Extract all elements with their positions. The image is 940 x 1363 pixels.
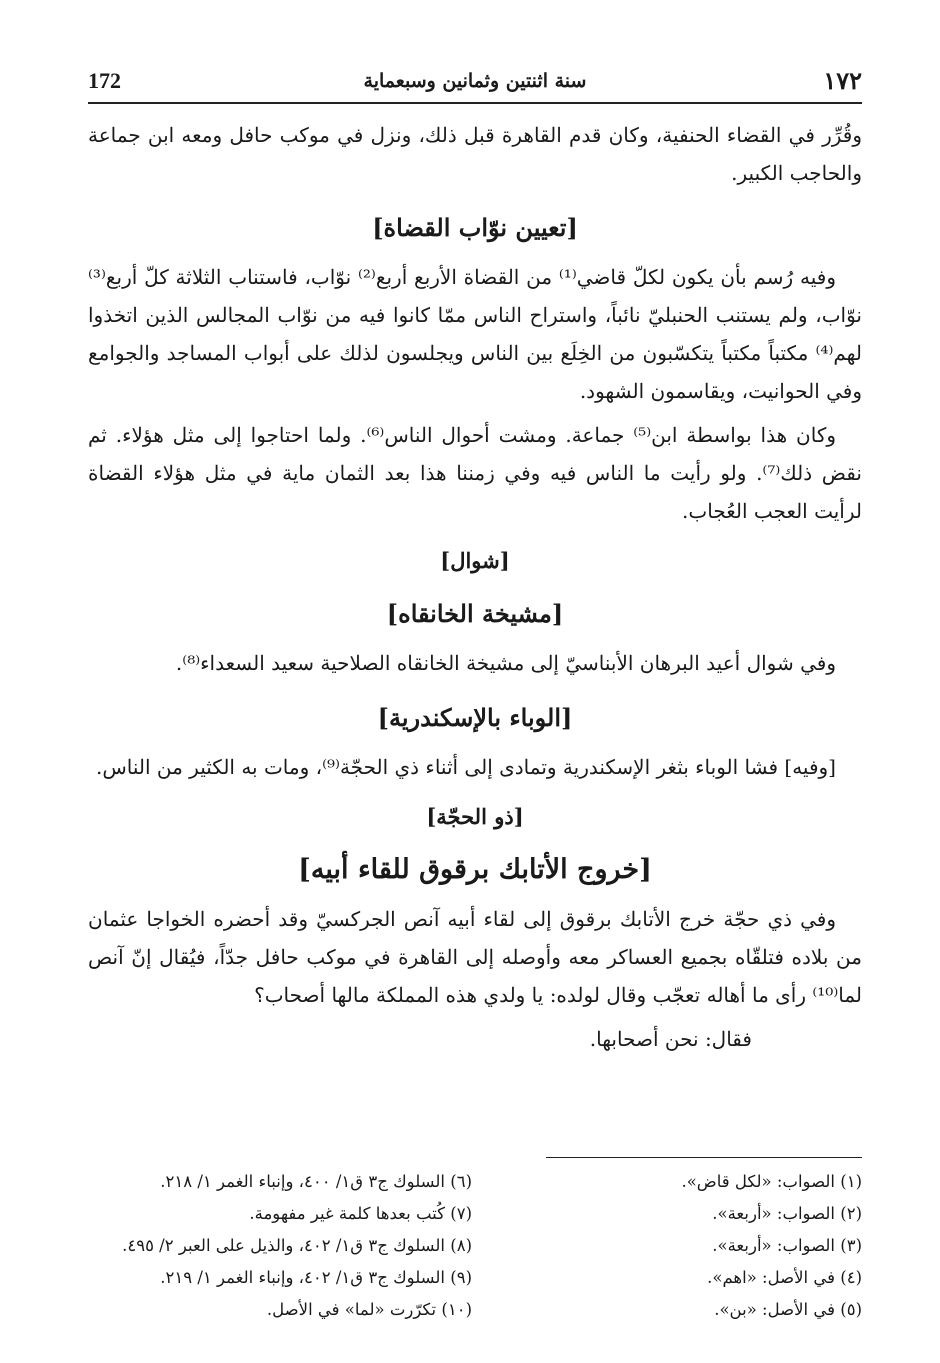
footnote-5: (٥) في الأصل: «بن».: [714, 1300, 862, 1319]
footnote-rule: [546, 1157, 862, 1158]
footnote-7: (٧) كُتب بعدها كلمة غير مفهومة.: [249, 1204, 472, 1223]
footnotes: [88, 1166, 862, 1326]
footnote-2: (٢) الصواب: «أربعة».: [712, 1204, 862, 1223]
heading-shawwal: [شوال]: [440, 548, 510, 573]
page-number-latin: 172: [88, 68, 121, 93]
paragraph-khanqah: وفي شوال أعيد البرهان الأبناسيّ إلى مشيخة الخانقاه الصلاحية سعيد السعداء⁽⁸⁾.: [175, 651, 836, 675]
heading-plague: [الوباء بالإسكندرية]: [377, 703, 573, 732]
footnote-4: (٤) في الأصل: «اهم».: [707, 1268, 862, 1287]
running-title: سنة اثنتين وثمانين وسبعماية: [363, 70, 587, 92]
paragraph-barquq: وفي ذي حجّة خرج الأتابك برقوق إلى لقاء أبيه آنص الجركسيّ وقد أحضره الخواجا عثمان من بلاده فتلقّاه بجميع العساكر معه وأوصله إلى القاهرة في موكب حافل جدّاً، فيُقال إنّ آنص لما⁽¹⁰⁾ رأى ما أهاله تعجّب وقال لولده: يا ولدي هذه المملكة مالها أصحاب؟: [88, 907, 862, 1007]
heading-barquq: [خروج الأتابك برقوق للقاء أبيه]: [298, 854, 652, 885]
page-header: [88, 62, 862, 104]
document-page: [88, 62, 862, 1319]
footnote-6: (٦) السلوك ج٣ ق١/ ٤٠٠، وإنباء الغمر ١/ ٢١٨.: [160, 1172, 472, 1191]
paragraph-judges-2: وكان هذا بواسطة ابن⁽⁵⁾ جماعة. ومشت أحوال الناس⁽⁶⁾. ولما احتاجوا إلى مثل هؤلاء. ثم نقض ذلك⁽⁷⁾. ولو رأيت ما الناس فيه وفي زمننا هذا بعد الثمان ماية في مثل هؤلاء القضاة لرأيت العجب العُجاب.: [88, 423, 862, 523]
footnote-9: (٩) السلوك ج٣ ق١/ ٤٠٢، وإنباء الغمر ١/ ٢١٩.: [160, 1268, 472, 1287]
body-text: [88, 116, 862, 1058]
footnotes-left-column: [88, 1166, 472, 1326]
footnotes-right-column: [472, 1166, 862, 1326]
heading-khanqah: [مشيخة الخانقاه]: [386, 599, 564, 628]
footnote-3: (٣) الصواب: «أربعة».: [712, 1236, 862, 1255]
footnote-8: (٨) السلوك ج٣ ق١/ ٤٠٢، والذيل على العبر ٢/ ٤٩٥.: [122, 1236, 472, 1255]
heading-judges: [تعيين نوّاب القضاة]: [372, 213, 578, 242]
paragraph-answer: فقال: نحن أصحابها.: [589, 1027, 752, 1051]
paragraph-judges-1: وفيه رُسم بأن يكون لكلّ قاضي⁽¹⁾ من القضاة الأربع أربع⁽²⁾ نوّاب، فاستناب الثلاثة كلّ أربع⁽³⁾ نوّاب، ولم يستنب الحنبليّ نائباً، واستراح الناس ممّا كانوا فيه من نوّاب المجالس الذين اتخذوا لهم⁽⁴⁾ مكتباً مكتباً يتكسّبون من الخِلَع بين الناس ويجلسون لذلك على أبواب المساجد والجوامع وفي الحوانيت، ويقاسمون الشهود.: [88, 265, 862, 403]
intro-paragraph: وقُرِّر في القضاء الحنفية، وكان قدم القاهرة قبل ذلك، ونزل في موكب حافل ومعه ابن جماعة والحاجب الكبير.: [88, 123, 862, 185]
page-number-arabic: ١٧٢: [823, 66, 862, 95]
paragraph-plague: [وفيه] فشا الوباء بثغر الإسكندرية وتمادى إلى أثناء ذي الحجّة⁽⁹⁾، ومات به الكثير من الناس.: [95, 755, 836, 779]
heading-dhulhijja: [ذو الحجّة]: [426, 804, 524, 829]
footnote-10: (١٠) تكرّرت «لما» في الأصل.: [266, 1300, 472, 1319]
footnote-1: (١) الصواب: «لكل قاض».: [681, 1172, 862, 1191]
